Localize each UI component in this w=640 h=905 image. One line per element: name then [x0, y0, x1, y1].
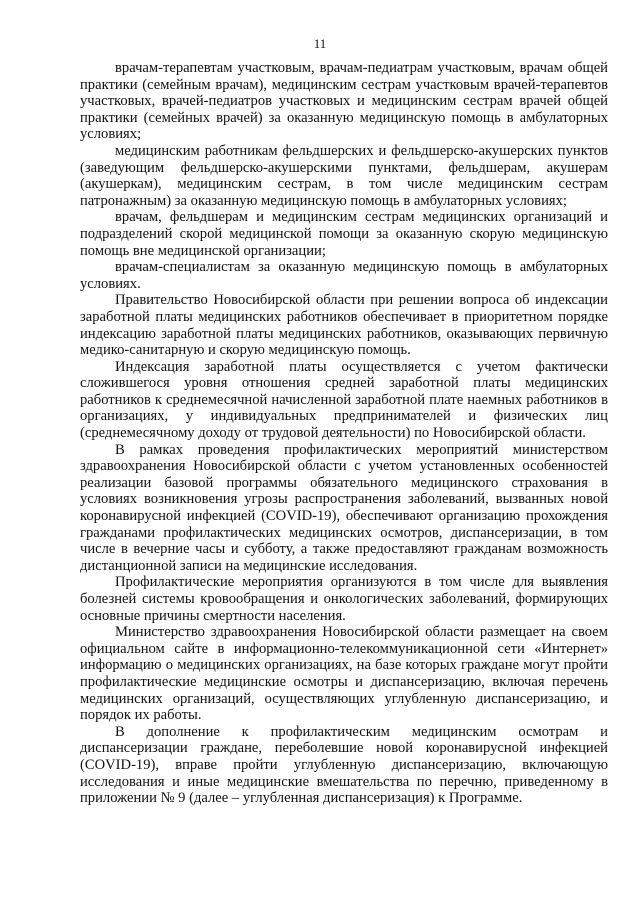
- paragraph-preventive-goals: Профилактические мероприятия организуются в том числе для выявления болезней системы кровообращения и онкологических заболеваний, формирующих основные причины смертности населения.: [80, 574, 608, 624]
- paragraph-specialists: врачам-специалистам за оказанную медицинскую помощь в амбулаторных условиях.: [80, 259, 608, 292]
- paragraph-ministry-website: Министерство здравоохранения Новосибирской области размещает на своем официальном сайте в информационно-телекоммуникационной сети «Интернет» информацию о медицинских организациях, на базе которых граждане могут пройти профилактические медицинские осмотры и диспансеризацию, включая перечень медицинских организаций, осуществляющих углубленную диспансеризацию, и порядок их работы.: [80, 624, 608, 724]
- paragraph-emergency-staff: врачам, фельдшерам и медицинским сестрам медицинских организаций и подразделений скорой медицинской помощи за оказанную скорую медицинскую помощь вне медицинской организации;: [80, 209, 608, 259]
- paragraph-salary-indexation-priority: Правительство Новосибирской области при решении вопроса об индексации заработной платы медицинских работников обеспечивает в приоритетном порядке индексацию заработной платы медицинских работников, оказывающих первичную медико-санитарную и скорую медицинскую помощь.: [80, 292, 608, 359]
- paragraph-salary-indexation-basis: Индексация заработной платы осуществляется с учетом фактически сложившегося уровня отношения средней заработной платы медицинских работников к среднемесячной начисленной заработной плате наемных работников в организациях, у индивидуальных предпринимателей и физических лиц (среднемесячному доходу от трудовой деятельности) по Новосибирской области.: [80, 358, 608, 442]
- paragraph-covid-dispensarization: В дополнение к профилактическим медицинским осмотрам и диспансеризации граждане, переболевшие новой коронавирусной инфекцией (COVID-19), вправе пройти углубленную диспансеризацию, включающую исследования и иные медицинские вмешательства по перечню, приведенному в приложении № 9 (далее – углубленная диспансеризация) к Программе.: [80, 723, 608, 807]
- paragraph-therapists: врачам-терапевтам участковым, врачам-педиатрам участковым, врачам общей практики (семейным врачам), медицинским сестрам участковым врачей-терапевтов участковых, врачей-педиатров участковых и медицинским сестрам врачей общей практики (семейных врачей) за оказанную медицинскую помощь в амбулаторных условиях;: [80, 60, 608, 143]
- paragraph-preventive-measures: В рамках проведения профилактических мероприятий министерством здравоохранения Новосибирской области с учетом установленных особенностей реализации базовой программы обязательного медицинского страхования в условиях возникновения угрозы распространения заболеваний, вызванных новой коронавирусной инфекцией (COVID-19), обеспечивают организацию прохождения гражданами профилактических медицинских осмотров, диспансеризации, в том числе в вечерние часы и субботу, а также предоставляют гражданам возможность дистанционной записи на медицинские исследования.: [80, 441, 608, 574]
- document-body: [80, 60, 608, 807]
- paragraph-feldsher-workers: медицинским работникам фельдшерских и фельдшерско-акушерских пунктов (заведующим фельдшерско-акушерскими пунктами, фельдшерам, акушерам (акушеркам), медицинским сестрам, в том числе медицинским сестрам патронажным) за оказанную медицинскую помощь в амбулаторных условиях;: [80, 142, 608, 209]
- page-number: 11: [313, 36, 327, 51]
